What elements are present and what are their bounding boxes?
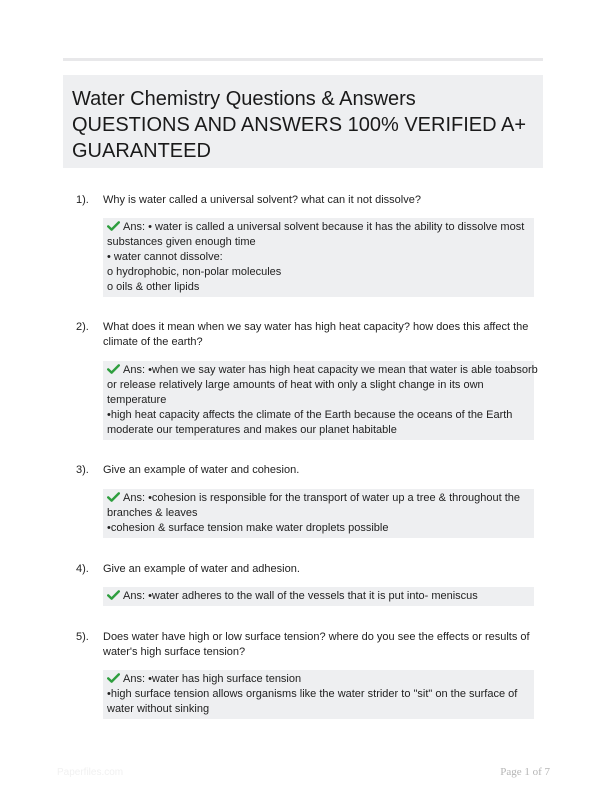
checkmark-icon [107,673,120,683]
question-text-line: Give an example of water and adhesion. [103,563,300,575]
question-text [103,320,533,350]
question-text-line: Does water have high or low surface tension? where do you see the effects or results of [103,631,530,643]
question-number: 5). [76,631,89,643]
question-number: 1). [76,194,89,206]
question-text-line: water's high surface tension? [103,646,246,658]
checkmark-icon [107,364,120,374]
answer-line: o hydrophobic, non-polar molecules [107,266,282,278]
answer-box [103,218,534,297]
answer-line: •cohesion & surface tension make water droplets possible [107,522,389,534]
question-text-line: Give an example of water and cohesion. [103,464,300,476]
page-indicator: Page 1 of 7 [500,766,550,778]
answer-box [103,361,538,440]
answer-line: water without sinking [107,703,210,715]
answer-line: Ans: •when we say water has high heat capacity we mean that water is able toabsorb [107,363,530,378]
question-number: 3). [76,464,89,476]
checkmark-icon [107,221,120,231]
question-text [103,562,533,577]
answer-line: Ans: • water is called a universal solvent because it has the ability to dissolve most [107,220,530,235]
top-divider [63,58,543,61]
answer-line: or release relatively large amounts of heat with only a slight change in its own [107,379,484,391]
question-text [103,630,533,660]
question-text-line: climate of the earth? [103,336,203,348]
answer-box [103,670,534,719]
answer-line: temperature [107,394,167,406]
question-text-line: Why is water called a universal solvent? what can it not dissolve? [103,194,421,206]
answer-line: branches & leaves [107,507,198,519]
document-title-box [63,75,543,168]
answer-box [103,587,534,606]
answer-box [103,489,534,538]
document-title-line-2: QUESTIONS AND ANSWERS 100% VERIFIED A+ [72,114,527,136]
answer-line: Ans: •water has high surface tension [107,672,530,687]
answer-line: • water cannot dissolve: [107,251,223,263]
question-text [103,193,533,208]
answer-line: o oils & other lipids [107,281,200,293]
question-number: 2). [76,321,89,333]
question-text-line: What does it mean when we say water has high heat capacity? how does this affect the [103,321,529,333]
watermark-text: Paperfiles.com [57,767,124,778]
question-number: 4). [76,563,89,575]
answer-line: moderate our temperatures and makes our planet habitable [107,424,397,436]
answer-line: •high heat capacity affects the climate of the Earth because the oceans of the Earth [107,409,513,421]
answer-line: Ans: •cohesion is responsible for the transport of water up a tree & throughout the [107,491,530,506]
answer-line: Ans: •water adheres to the wall of the vessels that it is put into- meniscus [107,589,530,604]
answer-line: substances given enough time [107,236,256,248]
checkmark-icon [107,492,120,502]
checkmark-icon [107,590,120,600]
document-title-line-1: Water Chemistry Questions & Answers [72,88,416,110]
question-text [103,463,533,478]
document-title-line-3: GUARANTEED [72,140,211,162]
answer-line: •high surface tension allows organisms like the water strider to "sit" on the surface of [107,688,518,700]
